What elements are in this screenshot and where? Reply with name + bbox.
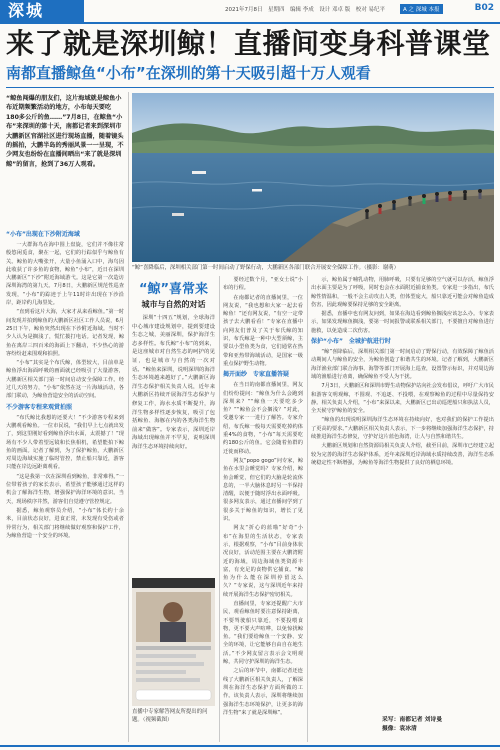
section-heading: 揭开面纱 专家直播答疑: [223, 371, 290, 379]
paragraph: “这是我第一次在深圳看到鲸鱼，非常难得。”一位带着孩子的家长表示，希望孩子能够通过这样的机会了解海洋生物，增强保护海洋环境的意识。当天，现场秩序井然，游客们自觉遵守管控规定。: [6, 473, 124, 505]
masthead: [0, 0, 500, 22]
paragraph: “鲸”喜降临后，深圳相关部门第一时间启动了野保行动，有效保障了鲸鱼活动期间人与鲸鱼的安全，为鲸鱼创造了和谐共生的环境。记者了解到，大鹏新区海洋渔业部门联合海事、海警等部门开展海上巡查，设置警示标识，并对周边海域的渔船进行劝离，确保鲸鱼不受人为干扰。: [311, 349, 494, 380]
paragraph: 一大群海鸟在海中围上盘旋，它们并不像往常般悠闲觅食，聚在一起，它们的行踪似乎与鲸鱼有关。鲸鱼的大嘴张开，大量小鱼涌入口中，海鸟因此收获了许多鱼的食物，鲸鱼“小布”，近日在深圳大鹏新区“下沙”附近海域游弋。这是它第一次造访深圳海湾的第九天。7月8日，大鹏新区规范性巡查发现，“小布”的踪迹于上午11时许出现在下沙沿岸，距岸约几海里处。: [6, 242, 124, 307]
section-heading: 保护“小布” 全城护航进行时: [311, 338, 391, 346]
livestream-caption: 直播中专家解答网友所提出的问题。（视频截图）: [132, 709, 208, 723]
paragraph: 示，鲸鱼属于哺乳动物，用肺呼吸，只要有足够的空气就可以存活，鲸鱼浮出水面主要是为了呼吸，同时也会在水面附近捕食鱼类。专家进一步指出，布氏鲸性情温和，一般不会主动攻击人类，但体型庞大，船只靠近可能会对鲸鱼造成伤害，因此观鲸要保持足够的安全距离。: [311, 277, 494, 308]
article-column-1: [6, 228, 124, 740]
footer-rule: [0, 745, 500, 747]
paragraph: 大鹏新区规划和自然资源局相关负责人介绍，截至目前，深圳市已经建立起较为完善的海洋生态保护体系，近年来深圳近岸海域水质持续改善，海洋生态系统稳定性不断增强，为鲸鱼等海洋生物提供了良好的栖息环境。: [311, 443, 494, 466]
section-heading: 不少游客专程来观赏拍照: [6, 403, 73, 411]
paragraph: 直播间里，专家还提醒广大市民，观看鲸鱼时要注意保持距离，不要驾驶船只靠近，不要投喂食物，更不要大声喧哗，以免惊扰鲸鱼。“我们要给鲸鱼一个安静、安全的环境，让它能够自由自在地生活。”不少网友留言表示会文明观鲸，共同守护深圳的海洋生态。: [223, 600, 303, 666]
paragraph: 网友“折心的蓝喵”好奇“小布”在海里的生活状态，专家表示，根据观察，“小布”目前身体状况良好，活动范围主要在大鹏湾附近的海域，周边海域鱼类资源丰富，有充足的食物供它捕食。“鲸鱼为什么能在深圳停留这么久？”专家说，这与深圳近年来持续开展海洋生态保护密切相关。: [223, 525, 303, 598]
paragraph: 要经过数个月，“亚女士说”小布的行程。: [223, 277, 303, 292]
article-column-3: [223, 276, 303, 742]
paragraph: 在当日的南都直播间里，网友们纷纷提问：“鲸鱼为什么会跑到深圳来？”“鲸鱼一天要吃多少鱼？”“鲸鱼会不会搁浅？”对此，受邀专家一一进行了解答。专家介绍，布氏鲸一般每天需要吃掉约体重4%的食物，“小布”每天需要吃约180公斤的鱼。它会随着鱼群的迁徙而移动。: [223, 382, 303, 455]
paragraph: 深圳“十四五”规划，全球海洋中心城市建设规划中，提到要建设生态之城，美丽深圳，保护海洋生态多样性。布氏鲸“小布”的到来，是这座城市对自然生态的呵护的见证，也是城市与自然的一次对话。“鲸鱼来深圳，说明深圳的海洋生态环境越来越好了。”大鹏新区海洋生态保护相关负责人说，近年来大鹏新区持续开展海洋生态保护与修复工作，海水水质不断提升，海洋生物多样性逐步恢复，吸引了包括鲸鱼、海豚在内的各类海洋生物前来“做客”。专家表示，深圳近岸海域出现鲸鱼并不罕见，说明深圳海洋生态环境持续向好。: [132, 315, 215, 450]
sidebar-subtitle: 城市与自然的对话: [141, 300, 206, 309]
article-column-4: [311, 276, 494, 712]
headline: 来了就是深圳鲸！直播间变身科普课堂: [6, 27, 491, 60]
paragraph: “小布”其实是个布氏鲸，体型较大，目前单是鲸鱼浮出海面呼吸的画面就已经吸引了大量游客，大鹏新区相关部门第一时间启动安全保障工作。经过几天的努力，“小布”依然在这一片海域活动，各部门联动，为鲸鱼营造安全的活动空间。: [6, 360, 124, 400]
main-photo-coastline: [132, 93, 494, 262]
photo-caption: “鲸”喜降临后，深圳相关部门第一时间启动了野保行动，大鹏新区各部门联合开展安全保障工作。（摄影：谢萌）: [132, 265, 400, 271]
sidebar-body: [132, 314, 215, 572]
paragraph: 据悉，鲸鱼观察员介绍，“小布”体长约十余米，目前状态良好，进食正常，未发现有受伤或者异常行为，相关部门将继续做好观察和保护工作，为鲸鱼营造一个安全的环境。: [6, 507, 124, 539]
phone-screen-illustration: [132, 578, 215, 706]
column-divider: [128, 92, 129, 742]
section-highlight: A 之 深城 本报: [400, 4, 443, 14]
paragraph: “布氏鲸比我想的还要大！”不少游客专程来到大鹏观看鲸鱼。一位市民说，“我们早上七点就出发了，到这里刚好看到鲸鱼浮出水面，太震撼了！”现场有不少人带着望远镜和长焦相机，希望能拍下鲸鱼的画面。记者了解到，为了保护鲸鱼，大鹏新区对周边海域实施了临时管控，禁止船只靠近，游客只能在岸边远距离观看。: [6, 414, 124, 471]
subheadline: 南都直播鲸鱼“小布”在深圳的第十天吸引超十万人观看: [6, 64, 371, 82]
section-heading: “小布”出现在下沙附近海域: [6, 231, 80, 238]
date-line: 2021年7月8日 星期四 编辑 李成 设计 邓卓 版 校对 易纪平: [225, 7, 385, 13]
header-rule: [0, 22, 500, 24]
sidebar-title: “鲸”喜常来: [138, 282, 209, 297]
paragraph: 据悉，直播中也有网友问到，如果在海边看到鲸鱼搁浅应该怎么办。专家表示，如果发现鲸鱼搁浅，要第一时间报警或联系相关部门，不要擅自对鲸鱼进行施救，以免造成二次伤害。: [311, 311, 494, 334]
section-tag: 深城: [0, 0, 84, 22]
column-divider: [219, 276, 220, 742]
column-divider: [307, 276, 308, 742]
paragraph: “鲸鱼的出现说明深圳海洋生态环境在持续向好，也对我们的保护工作提出了更高的要求。”大鹏新区相关负责人表示，下一步将继续加强海洋生态保护，持续推进海洋生态修复，守护好这片蓝色海湾，让人与自然和谐共生。: [311, 417, 494, 441]
coastline-illustration: [132, 93, 494, 262]
paragraph: 之后的环节中，南都记者还连线了大鹏新区相关负责人，了解深圳在海洋生态保护方面所做的工作。该负责人表示，深圳将继续加强海洋生态环境保护，让更多的海洋生物“来了就是深圳鲸”。: [223, 668, 303, 716]
paragraph: 网友“popo gogo”问专家，鲸鱼在水里会睡觉吗？专家介绍，鲸鱼会睡觉，但它们的大脑是轮流休息的，一半大脑休息时另一半保持清醒，以便于随时浮出水面呼吸。很多网友表示，通过直播间学到了很多关于鲸鱼的知识，增长了见识。: [223, 457, 303, 523]
paragraph: 7月3日，大鹏新区和深圳市野生动物保护站向社会发布倡议，呼吁广大市民和游客文明观鲸，不围观、不追逐、不投喂，在观察鲸鱼的过程中尽量保持安静。相关负责人介绍，“小布”来深以来，大鹏新区已出动巡逻船只和执法人员，全天候守护鲸鱼的安全。: [311, 383, 494, 415]
paragraph: 在南都记者的直播间里，一位网友说，“我也想和大家一起去看鲸鱼！”还有网友说，“有空一定带孩子去大鹏看看！”专家在直播中向网友们普及了关于布氏鲸的知识，布氏鲸是一种中大型须鲸，主要以小型鱼类为食，它们通常在热带和亚热带海域活动，是国家一级重点保护野生动物。: [223, 294, 303, 367]
byline: 采写：南都记者 刘诗曼 摄像：袁冰清: [382, 717, 442, 732]
lead-paragraph: “鲸鱼闯爆的朋友们，这片海域就是鲸鱼小布近期频繁活动的地方，小布每天要吃180多公斤的鱼……”7月8日，在鲸鱼“小布”来深圳的第十天，南都记者来到深圳市大鹏新区官湖社区进行现场直播，随着镜头的摇拍，大鹏半岛的秀丽风景一一呈现，不少网友也纷纷在直播间晒出“来了就是深圳鲸”的留言，抢到了36万人观看。: [6, 95, 124, 168]
subhead-rule: [6, 87, 494, 88]
page-number: B02: [474, 3, 494, 13]
paragraph: “直到看这片大海，大家才从来看鲸鱼。”第一时间发现并拍到鲸鱼的大鹏新区社区工作人员说，6月25日下午，鲸鱼突然出现在下沙附近海域。当时不少人认为是搁浅了，慌忙拨打电话。记者发现，鲸鱼在离岸三四百米的海面上下翻动，不少热心的游客纷纷赶来围观和拍照。: [6, 309, 124, 357]
livestream-screenshot: [132, 578, 215, 706]
